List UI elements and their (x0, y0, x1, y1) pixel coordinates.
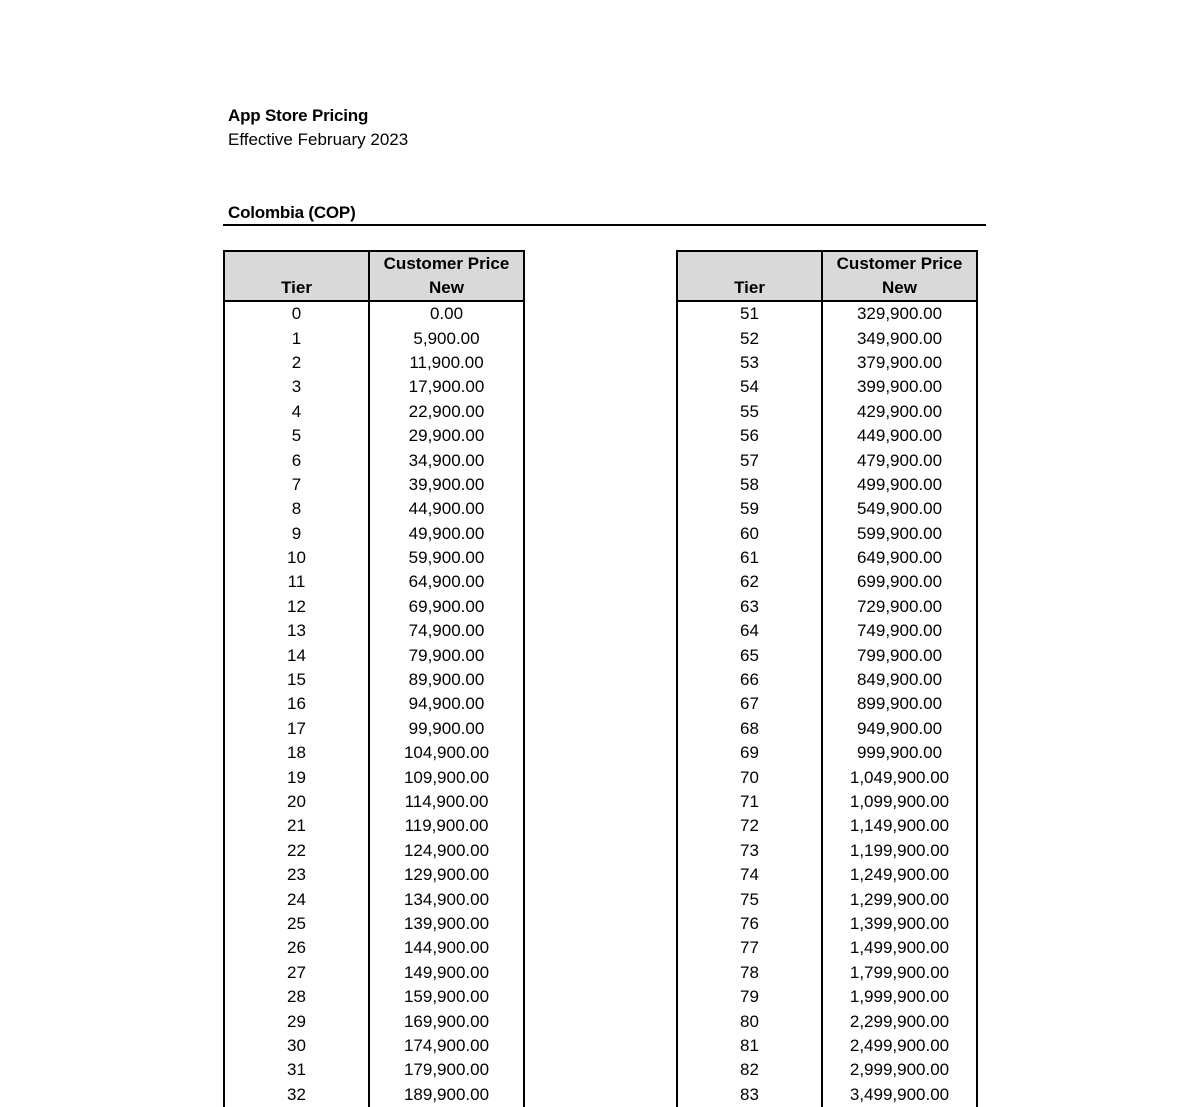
price-cell: 29,900.00 (369, 424, 524, 448)
table-row (677, 643, 977, 667)
table-row (224, 668, 524, 692)
table-row (224, 1009, 524, 1033)
tier-cell: 13 (224, 619, 369, 643)
tier-cell: 60 (677, 522, 822, 546)
price-table-left-body (224, 301, 524, 1107)
tier-cell: 51 (677, 301, 822, 326)
table-row (224, 326, 524, 350)
price-cell: 99,900.00 (369, 717, 524, 741)
price-cell: 0.00 (369, 301, 524, 326)
price-cell: 2,299,900.00 (822, 1009, 977, 1033)
tier-cell: 21 (224, 814, 369, 838)
tier-cell: 6 (224, 448, 369, 472)
tier-cell: 75 (677, 887, 822, 911)
tier-cell: 4 (224, 400, 369, 424)
table-row (677, 863, 977, 887)
table-row (677, 595, 977, 619)
table-row (224, 595, 524, 619)
tier-cell: 76 (677, 912, 822, 936)
tier-cell: 16 (224, 692, 369, 716)
price-cell: 159,900.00 (369, 985, 524, 1009)
tier-cell: 61 (677, 546, 822, 570)
table-row (224, 912, 524, 936)
tier-cell: 2 (224, 351, 369, 375)
table-row (224, 1058, 524, 1082)
table-row (677, 814, 977, 838)
table-row (224, 887, 524, 911)
table-row (677, 887, 977, 911)
tier-cell: 57 (677, 448, 822, 472)
tier-cell: 70 (677, 765, 822, 789)
tier-cell: 24 (224, 887, 369, 911)
price-cell: 64,900.00 (369, 570, 524, 594)
table-row (677, 912, 977, 936)
price-table-right (676, 250, 978, 1107)
tier-cell: 23 (224, 863, 369, 887)
table-row (677, 301, 977, 326)
table-row (224, 961, 524, 985)
table-row (224, 473, 524, 497)
tier-cell: 69 (677, 741, 822, 765)
tier-cell: 81 (677, 1034, 822, 1058)
tier-cell: 14 (224, 643, 369, 667)
table-row (224, 814, 524, 838)
price-cell: 1,149,900.00 (822, 814, 977, 838)
tier-cell: 54 (677, 375, 822, 399)
tier-cell: 66 (677, 668, 822, 692)
table-row (224, 424, 524, 448)
page-subtitle: Effective February 2023 (228, 130, 409, 149)
tier-cell: 20 (224, 790, 369, 814)
table-row (677, 400, 977, 424)
tier-cell: 29 (224, 1009, 369, 1033)
table-row (677, 424, 977, 448)
price-cell: 1,299,900.00 (822, 887, 977, 911)
table-row (677, 351, 977, 375)
price-cell: 179,900.00 (369, 1058, 524, 1082)
price-cell: 899,900.00 (822, 692, 977, 716)
price-cell: 449,900.00 (822, 424, 977, 448)
price-cell: 649,900.00 (822, 546, 977, 570)
table-row (677, 717, 977, 741)
price-cell: 1,249,900.00 (822, 863, 977, 887)
table-row (224, 863, 524, 887)
price-cell: 189,900.00 (369, 1083, 524, 1107)
table-row (677, 570, 977, 594)
table-row (677, 326, 977, 350)
tier-cell: 78 (677, 961, 822, 985)
tier-cell: 26 (224, 936, 369, 960)
price-cell: 1,799,900.00 (822, 961, 977, 985)
price-cell: 729,900.00 (822, 595, 977, 619)
table-row (677, 1009, 977, 1033)
tier-cell: 0 (224, 301, 369, 326)
tier-cell: 1 (224, 326, 369, 350)
tier-cell: 64 (677, 619, 822, 643)
price-cell: 69,900.00 (369, 595, 524, 619)
tier-header: Tier (224, 276, 369, 301)
tier-cell: 73 (677, 839, 822, 863)
price-cell: 174,900.00 (369, 1034, 524, 1058)
price-cell: 949,900.00 (822, 717, 977, 741)
tier-cell: 79 (677, 985, 822, 1009)
table-row (224, 643, 524, 667)
tier-cell: 74 (677, 863, 822, 887)
tier-cell: 67 (677, 692, 822, 716)
price-header-line1: Customer Price (822, 251, 977, 276)
price-cell: 349,900.00 (822, 326, 977, 350)
tier-cell: 68 (677, 717, 822, 741)
table-row (224, 375, 524, 399)
price-cell: 129,900.00 (369, 863, 524, 887)
table-row (677, 741, 977, 765)
tier-cell: 12 (224, 595, 369, 619)
table-row (224, 1034, 524, 1058)
price-cell: 429,900.00 (822, 400, 977, 424)
tier-cell: 30 (224, 1034, 369, 1058)
price-cell: 74,900.00 (369, 619, 524, 643)
tier-cell: 3 (224, 375, 369, 399)
table-row (677, 473, 977, 497)
table-row (224, 400, 524, 424)
tier-cell: 62 (677, 570, 822, 594)
tier-cell: 22 (224, 839, 369, 863)
price-header-line2: New (822, 276, 977, 301)
table-row (677, 790, 977, 814)
tier-cell: 71 (677, 790, 822, 814)
tier-cell: 18 (224, 741, 369, 765)
price-cell: 59,900.00 (369, 546, 524, 570)
price-cell: 89,900.00 (369, 668, 524, 692)
table-row (224, 790, 524, 814)
table-row (224, 301, 524, 326)
price-cell: 104,900.00 (369, 741, 524, 765)
table-row (224, 985, 524, 1009)
tier-cell: 17 (224, 717, 369, 741)
price-cell: 1,499,900.00 (822, 936, 977, 960)
tier-cell: 28 (224, 985, 369, 1009)
table-row (224, 570, 524, 594)
tier-cell: 72 (677, 814, 822, 838)
table-row (224, 936, 524, 960)
price-header-line1: Customer Price (369, 251, 524, 276)
price-cell: 799,900.00 (822, 643, 977, 667)
tier-cell: 82 (677, 1058, 822, 1082)
tier-cell: 53 (677, 351, 822, 375)
table-row (677, 522, 977, 546)
table-row (224, 497, 524, 521)
tier-header-spacer (677, 251, 822, 276)
price-cell: 11,900.00 (369, 351, 524, 375)
price-cell: 749,900.00 (822, 619, 977, 643)
price-cell: 329,900.00 (822, 301, 977, 326)
page-title: App Store Pricing (228, 106, 369, 125)
table-row (224, 546, 524, 570)
table-row (224, 522, 524, 546)
table-row (224, 692, 524, 716)
price-table-right-body (677, 301, 977, 1107)
table-row (224, 1083, 524, 1107)
table-row (677, 765, 977, 789)
price-cell: 379,900.00 (822, 351, 977, 375)
country-heading: Colombia (COP) (228, 203, 356, 222)
tier-cell: 52 (677, 326, 822, 350)
tier-cell: 59 (677, 497, 822, 521)
table-row (677, 546, 977, 570)
tier-cell: 80 (677, 1009, 822, 1033)
price-cell: 119,900.00 (369, 814, 524, 838)
price-cell: 2,499,900.00 (822, 1034, 977, 1058)
table-row (677, 692, 977, 716)
table-row (677, 497, 977, 521)
tier-cell: 19 (224, 765, 369, 789)
tier-cell: 65 (677, 643, 822, 667)
price-table-left (223, 250, 525, 1107)
price-cell: 22,900.00 (369, 400, 524, 424)
tier-cell: 31 (224, 1058, 369, 1082)
tier-cell: 8 (224, 497, 369, 521)
price-cell: 17,900.00 (369, 375, 524, 399)
price-cell: 1,199,900.00 (822, 839, 977, 863)
table-row (224, 765, 524, 789)
tier-cell: 27 (224, 961, 369, 985)
table-row (677, 448, 977, 472)
tier-header-spacer (224, 251, 369, 276)
price-cell: 34,900.00 (369, 448, 524, 472)
price-header-line2: New (369, 276, 524, 301)
price-cell: 79,900.00 (369, 643, 524, 667)
table-row (224, 448, 524, 472)
price-cell: 39,900.00 (369, 473, 524, 497)
price-cell: 1,399,900.00 (822, 912, 977, 936)
price-cell: 1,999,900.00 (822, 985, 977, 1009)
table-row (224, 741, 524, 765)
price-cell: 49,900.00 (369, 522, 524, 546)
heading-divider (223, 224, 986, 226)
table-row (677, 985, 977, 1009)
price-cell: 3,499,900.00 (822, 1083, 977, 1107)
tier-cell: 15 (224, 668, 369, 692)
table-row (677, 1034, 977, 1058)
table-row (677, 375, 977, 399)
price-cell: 999,900.00 (822, 741, 977, 765)
table-row (224, 619, 524, 643)
price-cell: 699,900.00 (822, 570, 977, 594)
price-cell: 124,900.00 (369, 839, 524, 863)
table-row (224, 351, 524, 375)
tier-cell: 55 (677, 400, 822, 424)
price-cell: 849,900.00 (822, 668, 977, 692)
tier-cell: 5 (224, 424, 369, 448)
price-cell: 599,900.00 (822, 522, 977, 546)
table-row (224, 717, 524, 741)
table-row (677, 668, 977, 692)
tier-cell: 10 (224, 546, 369, 570)
table-row (677, 1083, 977, 1107)
tier-header: Tier (677, 276, 822, 301)
price-cell: 169,900.00 (369, 1009, 524, 1033)
tier-cell: 63 (677, 595, 822, 619)
table-row (677, 619, 977, 643)
price-cell: 134,900.00 (369, 887, 524, 911)
price-cell: 2,999,900.00 (822, 1058, 977, 1082)
price-cell: 479,900.00 (822, 448, 977, 472)
price-cell: 1,099,900.00 (822, 790, 977, 814)
table-row (677, 961, 977, 985)
price-cell: 114,900.00 (369, 790, 524, 814)
tier-cell: 77 (677, 936, 822, 960)
tier-cell: 32 (224, 1083, 369, 1107)
tier-cell: 56 (677, 424, 822, 448)
tier-cell: 7 (224, 473, 369, 497)
price-cell: 1,049,900.00 (822, 765, 977, 789)
price-cell: 144,900.00 (369, 936, 524, 960)
price-cell: 94,900.00 (369, 692, 524, 716)
table-row (677, 839, 977, 863)
price-cell: 399,900.00 (822, 375, 977, 399)
tier-cell: 9 (224, 522, 369, 546)
tier-cell: 25 (224, 912, 369, 936)
price-cell: 109,900.00 (369, 765, 524, 789)
price-cell: 5,900.00 (369, 326, 524, 350)
tier-cell: 58 (677, 473, 822, 497)
price-cell: 149,900.00 (369, 961, 524, 985)
tier-cell: 83 (677, 1083, 822, 1107)
price-cell: 549,900.00 (822, 497, 977, 521)
table-row (224, 839, 524, 863)
tier-cell: 11 (224, 570, 369, 594)
price-cell: 44,900.00 (369, 497, 524, 521)
table-row (677, 1058, 977, 1082)
table-row (677, 936, 977, 960)
price-cell: 139,900.00 (369, 912, 524, 936)
price-cell: 499,900.00 (822, 473, 977, 497)
